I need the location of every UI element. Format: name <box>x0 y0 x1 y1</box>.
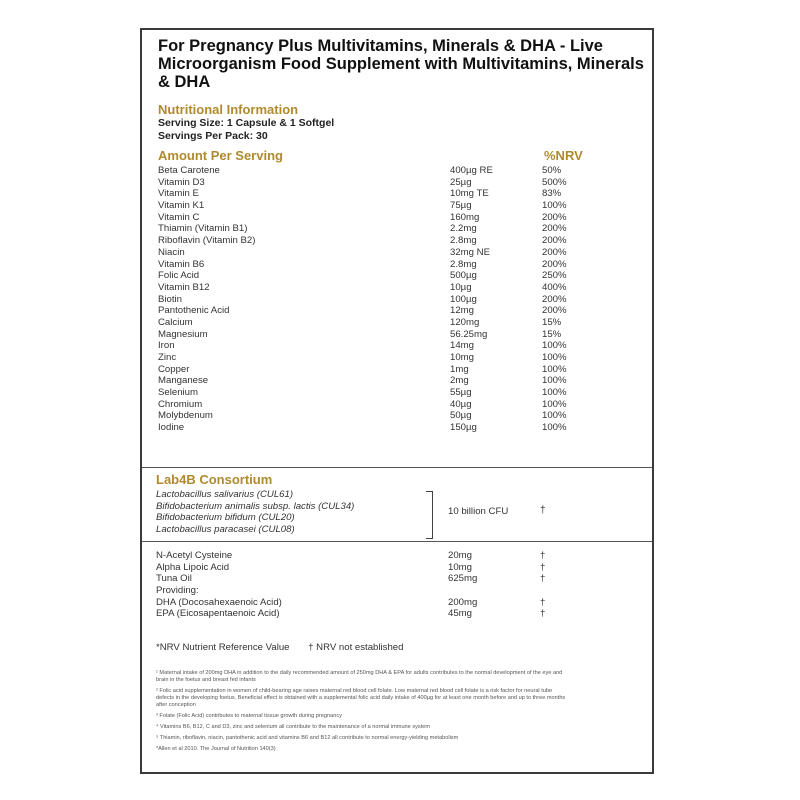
nutrient-name: Vitamin B6 <box>158 258 205 270</box>
nutrient-nrv: 200% <box>542 235 567 247</box>
footnote: ⁵ Thiamin, riboflavin, niacin, pantothenic acid and vitamins B6 and B12 all contribute to normal energy-yielding metabolism <box>156 735 459 741</box>
nutrient-nrv: 200% <box>542 223 567 235</box>
nutrient-amount: 20mg <box>448 550 472 561</box>
nutrient-name: N-Acetyl Cysteine <box>156 550 233 561</box>
nutrient-amount: 10mg TE <box>450 188 489 200</box>
nutrient-name: Magnesium <box>158 328 208 340</box>
nutrient-name: Biotin <box>158 293 182 305</box>
nutrient-nrv: † <box>540 596 546 608</box>
nrv-heading: %NRV <box>544 148 583 163</box>
table-row <box>158 317 652 329</box>
table-row <box>158 364 652 376</box>
nutrient-nrv: 100% <box>542 363 567 375</box>
product-title: For Pregnancy Plus Multivitamins, Minerals & DHA - Live Microorganism Food Supplement with Multivitamins, Minerals & DHA <box>158 37 644 91</box>
nutrient-table-header <box>158 148 652 165</box>
footnotes <box>156 670 566 757</box>
table-row <box>158 329 652 341</box>
nutrient-nrv: 200% <box>542 305 567 317</box>
table-row <box>158 375 652 387</box>
nutrient-amount: 2mg <box>450 375 469 387</box>
nutrient-name: Tuna Oil <box>156 573 192 585</box>
nutrient-nrv: 100% <box>542 398 567 410</box>
nutrient-nrv: 100% <box>542 422 567 434</box>
nutrient-name: Thiamin (Vitamin B1) <box>158 223 248 235</box>
table-row <box>158 399 652 411</box>
nutrient-amount: 50µg <box>450 410 472 422</box>
nutrient-rows <box>158 165 652 434</box>
table-row <box>156 597 636 609</box>
strain-item: Bifidobacterium bifidum (CUL20) <box>156 512 295 524</box>
table-row <box>156 608 636 620</box>
nutrient-name: Folic Acid <box>158 270 200 282</box>
nutrient-name: Riboflavin (Vitamin B2) <box>158 235 256 247</box>
nutrient-nrv: 200% <box>542 293 567 305</box>
table-row <box>156 562 636 574</box>
nutrient-nrv: 200% <box>542 211 567 223</box>
nutrient-name: Beta Carotene <box>158 165 220 176</box>
nutrient-amount: 32mg NE <box>450 246 490 258</box>
nutrient-amount: 40µg <box>450 398 472 410</box>
footnote: *Allen et al 2010. The Journal of Nutrition 140(3) <box>156 746 276 752</box>
nutrient-name: Iron <box>158 340 175 352</box>
strain-list <box>156 489 636 536</box>
nutritional-heading: Nutritional Information <box>158 102 299 117</box>
nutrient-nrv: 100% <box>542 387 567 399</box>
nutrient-amount: 2.8mg <box>450 258 477 270</box>
nutrient-amount: 10µg <box>450 281 472 293</box>
nutrient-nrv: 400% <box>542 281 567 293</box>
table-row <box>158 235 652 247</box>
table-row <box>158 410 652 422</box>
nutrient-amount: 500µg <box>450 270 477 282</box>
nutrient-name: Vitamin B12 <box>158 281 210 293</box>
strain-item: Bifidobacterium animalis subsp. lactis (CUL34) <box>156 500 355 512</box>
table-row <box>156 550 636 562</box>
nutrient-name: Manganese <box>158 375 209 387</box>
servings-per-pack: Servings Per Pack: 30 <box>158 129 268 142</box>
cfu-nrv: † <box>540 505 546 516</box>
nutrient-nrv: 100% <box>542 410 567 422</box>
table-row <box>158 294 652 306</box>
table-row <box>158 387 652 399</box>
nutrient-nrv: 50% <box>542 165 562 176</box>
table-row <box>158 352 652 364</box>
cfu-amount: 10 billion CFU <box>448 506 509 517</box>
nutrient-amount: 2.2mg <box>450 223 477 235</box>
table-row <box>158 340 652 352</box>
nutrient-nrv: † <box>540 573 546 585</box>
nutrient-nrv: 200% <box>542 258 567 270</box>
nutrient-name: Chromium <box>158 398 203 410</box>
nutrient-name: Molybdenum <box>158 410 213 422</box>
label-panel <box>140 28 654 774</box>
nutrient-name: Vitamin C <box>158 211 200 223</box>
table-row <box>158 305 652 317</box>
nutrient-nrv: 100% <box>542 375 567 387</box>
nutrient-name: Alpha Lipoic Acid <box>156 561 230 573</box>
nutrient-nrv: † <box>540 550 546 561</box>
nutrient-amount: 56.25mg <box>450 328 488 340</box>
dagger-note: † NRV not established <box>308 642 404 653</box>
nutrient-nrv: 15% <box>542 328 562 340</box>
lab4b-section <box>156 472 636 536</box>
nutrient-nrv: 250% <box>542 270 567 282</box>
extras-section <box>156 550 636 620</box>
table-row <box>158 200 652 212</box>
divider-bottom <box>142 541 652 542</box>
nutrient-amount: 55µg <box>450 387 472 399</box>
nutrient-amount: 625mg <box>448 573 478 585</box>
nutrient-amount: 200mg <box>448 596 478 608</box>
nutrient-name: Providing: <box>156 585 199 597</box>
extras-rows <box>156 550 636 620</box>
legend <box>156 642 419 653</box>
nutrient-name: Vitamin D3 <box>158 176 205 188</box>
nutrient-nrv: † <box>540 608 546 620</box>
divider-top <box>142 467 652 468</box>
nutrient-nrv: 100% <box>542 340 567 352</box>
nutrient-nrv: 200% <box>542 246 567 258</box>
nutrient-name: Pantothenic Acid <box>158 305 230 317</box>
nutrient-name: DHA (Docosahexaenoic Acid) <box>156 596 282 608</box>
nutrient-amount: 1mg <box>450 363 469 375</box>
table-row <box>156 573 636 585</box>
nutrient-name: Niacin <box>158 246 185 258</box>
table-row <box>158 282 652 294</box>
strain-bracket <box>426 491 433 539</box>
table-row <box>158 270 652 282</box>
nutrient-amount: 150µg <box>450 422 477 434</box>
nutrient-amount: 120mg <box>450 316 480 328</box>
strain-item: Lactobacillus paracasei (CUL08) <box>156 524 295 536</box>
nutrient-name: Iodine <box>158 422 185 434</box>
nutrient-name: EPA (Eicosapentaenoic Acid) <box>156 608 280 620</box>
nutrient-nrv: † <box>540 561 546 573</box>
nutrient-table <box>158 148 652 434</box>
table-row <box>158 212 652 224</box>
nutrient-amount: 10mg <box>448 561 472 573</box>
nutrient-name: Calcium <box>158 316 193 328</box>
footnote: ⁴ Vitamins B6, B12, C and D3, zinc and selenium all contribute to the maintenance of a normal immune system <box>156 724 431 730</box>
nutrient-amount: 160mg <box>450 211 480 223</box>
nutrient-amount: 400µg RE <box>450 165 493 176</box>
lab4b-heading: Lab4B Consortium <box>156 472 273 487</box>
nutrient-name: Copper <box>158 363 190 375</box>
nutrient-amount: 12mg <box>450 305 474 317</box>
nutrient-nrv: 100% <box>542 352 567 363</box>
serving-size: Serving Size: 1 Capsule & 1 Softgel <box>158 117 335 129</box>
nrv-note: *NRV Nutrient Reference Value <box>156 642 290 653</box>
table-row <box>158 165 652 177</box>
nutrient-name: Vitamin K1 <box>158 200 205 212</box>
table-row <box>158 223 652 235</box>
nutrient-amount: 14mg <box>450 340 474 352</box>
footnote: ¹ Maternal intake of 200mg DHA in addition to the daily recommended amount of 250mg DHA & EPA for adults contributes to the normal development of the eye and brain in the foetus and breast fed infants <box>156 670 563 683</box>
nutrient-amount: 45mg <box>448 608 472 620</box>
nutrient-name: Vitamin E <box>158 188 199 200</box>
nutrient-nrv: 15% <box>542 316 562 328</box>
amount-heading: Amount Per Serving <box>158 148 283 163</box>
table-row <box>156 585 636 597</box>
nutrient-amount: 75µg <box>450 200 472 212</box>
nutrient-amount: 25µg <box>450 176 472 188</box>
table-row <box>158 188 652 200</box>
nutrient-nrv: 100% <box>542 200 567 212</box>
footnote: ² Folic acid supplementation in women of child-bearing age raises maternal red blood cell folate. Low maternal red blood cell folate is a risk factor for neural tube defects in the developing foetus. Beneficial effect is obtained with a supplemental folic acid daily intake of 400µg for at least one month before and up to three months after conception <box>156 688 566 708</box>
table-row <box>158 422 652 434</box>
nutrient-amount: 100µg <box>450 293 477 305</box>
table-row <box>158 247 652 259</box>
nutrient-amount: 10mg <box>450 352 474 363</box>
footnote: ³ Folate (Folic Acid) contributes to maternal tissue growth during pregnancy <box>156 713 342 719</box>
nutrient-nrv: 83% <box>542 188 562 200</box>
strain-item: Lactobacillus salivarius (CUL61) <box>156 489 294 500</box>
nutrient-amount: 2.8mg <box>450 235 477 247</box>
nutrient-nrv: 500% <box>542 176 567 188</box>
nutrient-name: Zinc <box>158 352 177 363</box>
nutrient-name: Selenium <box>158 387 198 399</box>
table-row <box>158 259 652 271</box>
table-row <box>158 177 652 189</box>
